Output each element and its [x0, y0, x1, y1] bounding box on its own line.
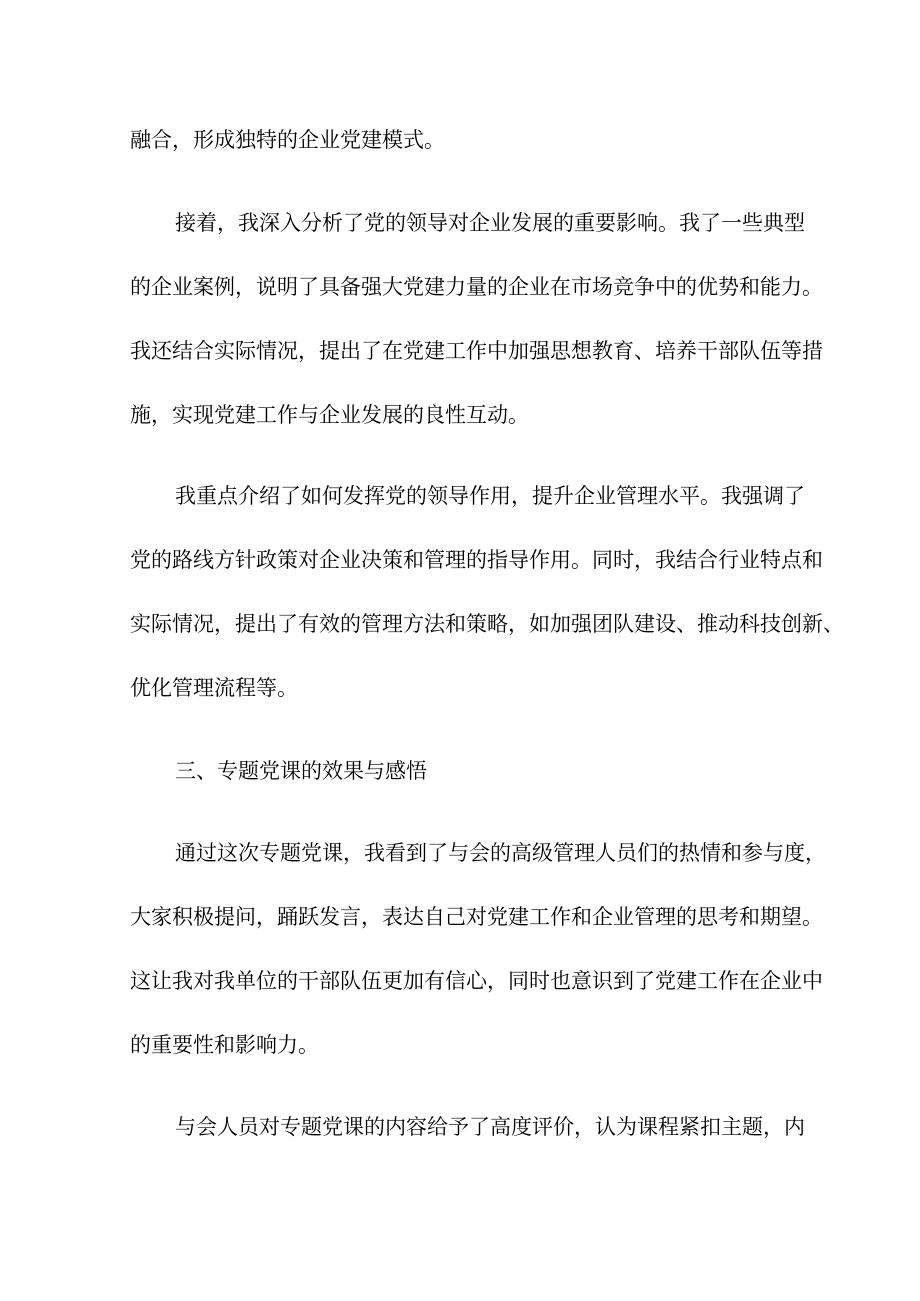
paragraph-line: 的重要性和影响力。 — [130, 1033, 319, 1057]
paragraph-line: 与会人员对专题党课的内容给予了高度评价，认为课程紧扣主题，内 — [175, 1115, 805, 1139]
section-heading: 三、专题党课的效果与感悟 — [175, 759, 427, 783]
paragraph-line: 的企业案例，说明了具备强大党建力量的企业在市场竞争中的优势和能力。 — [130, 275, 823, 299]
paragraph-line: 融合，形成独特的企业党建模式。 — [130, 128, 445, 152]
paragraph-line: 这让我对我单位的干部队伍更加有信心，同时也意识到了党建工作在企业中 — [130, 969, 823, 993]
paragraph-line: 施，实现党建工作与企业发展的良性互动。 — [130, 403, 529, 427]
paragraph-line: 我重点介绍了如何发挥党的领导作用，提升企业管理水平。我强调了 — [175, 484, 805, 508]
paragraph-line: 党的路线方针政策对企业决策和管理的指导作用。同时，我结合行业特点和 — [130, 548, 823, 572]
paragraph-line: 我还结合实际情况，提出了在党建工作中加强思想教育、培养干部队伍等措 — [130, 339, 823, 363]
paragraph-line: 接着，我深入分析了党的领导对企业发展的重要影响。我了一些典型 — [175, 211, 805, 235]
paragraph-line: 大家积极提问，踊跃发言，表达自己对党建工作和企业管理的思考和期望。 — [130, 905, 823, 929]
paragraph-line: 通过这次专题党课，我看到了与会的高级管理人员们的热情和参与度， — [175, 841, 826, 865]
paragraph-line: 实际情况，提出了有效的管理方法和策略，如加强团队建设、推动科技创新、 — [130, 612, 844, 636]
paragraph-line: 优化管理流程等。 — [130, 676, 298, 700]
